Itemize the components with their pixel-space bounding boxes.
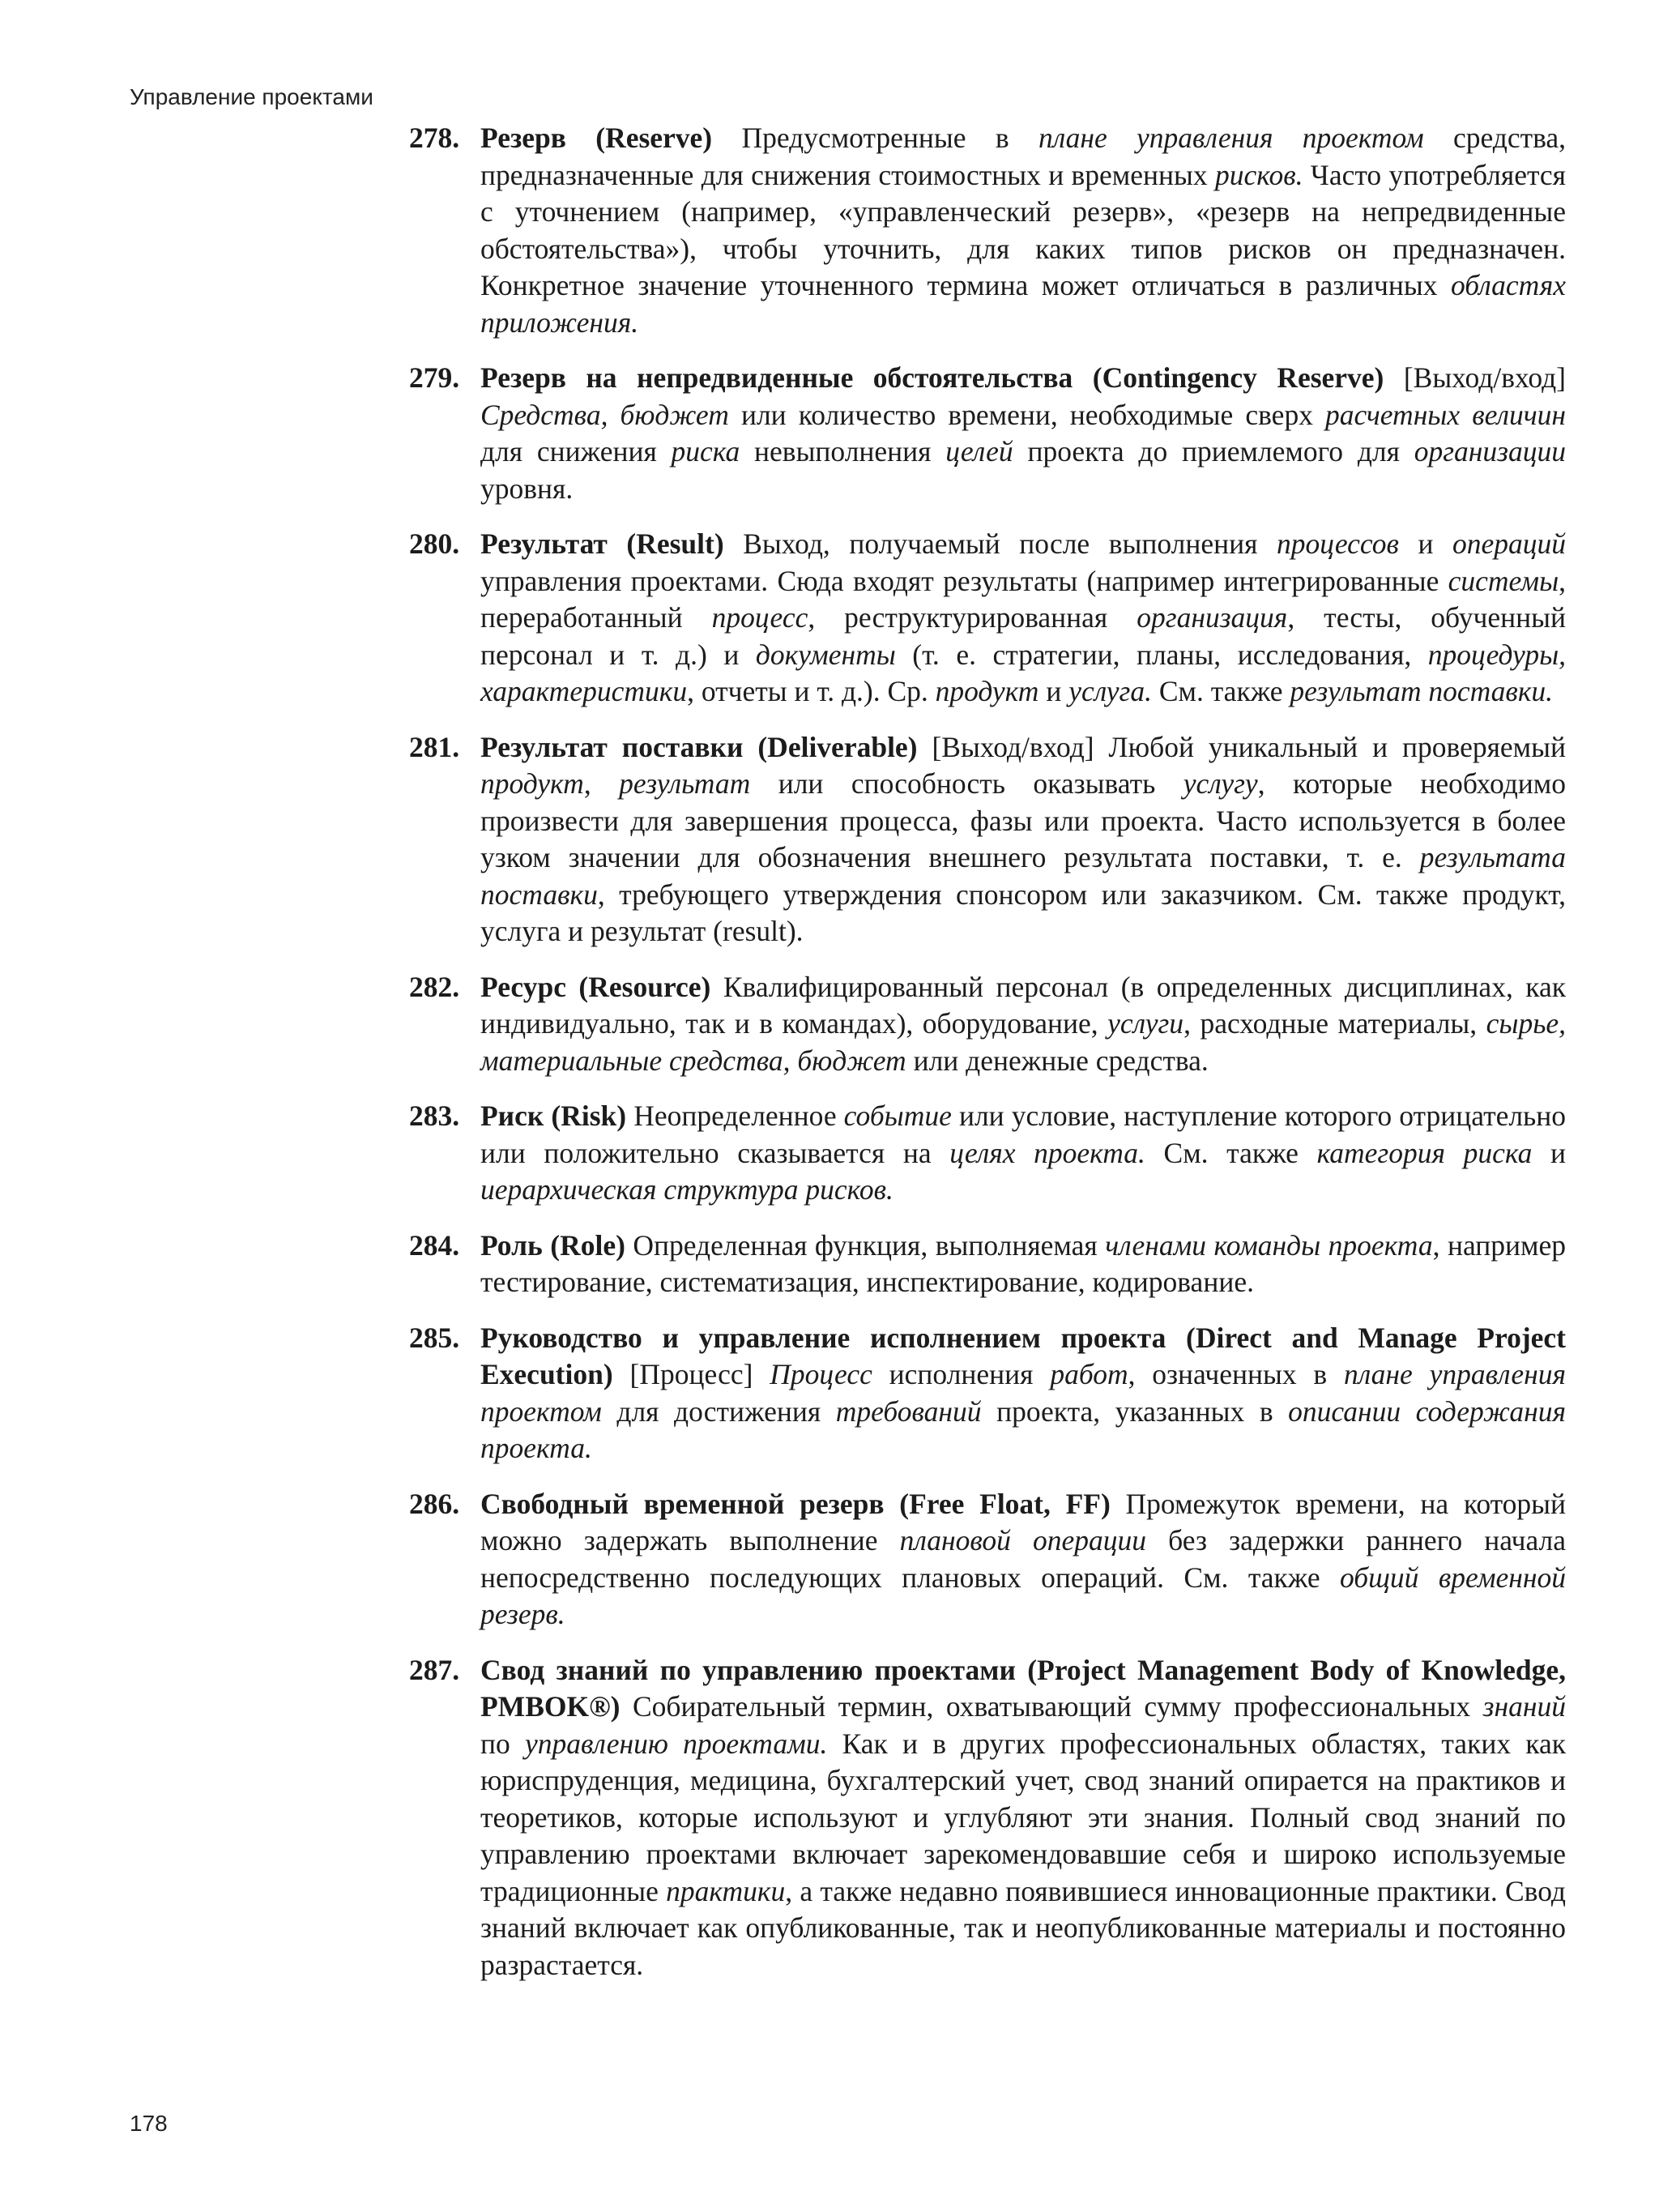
- entry-term: Резерв (Reserve): [480, 122, 713, 154]
- entry-crossref: процессов: [1276, 527, 1399, 560]
- entry-term: Ресурс (Resource): [480, 970, 711, 1003]
- page-number: 178: [130, 2111, 168, 2136]
- entry-text: , означенных в: [1128, 1358, 1344, 1390]
- entry-text: (т. е. стратегии, планы, исследования,: [895, 638, 1428, 671]
- entry-crossref: членами команды проекта: [1105, 1228, 1433, 1262]
- glossary-entry: [409, 1486, 1566, 1633]
- entry-text: Квалифицированный персонал (в определенных дисциплинах, как индивидуально, так и в командах), оборудование,: [480, 970, 1566, 1040]
- entry-number: 280.: [409, 527, 460, 560]
- entry-number: 281.: [409, 730, 460, 763]
- entry-crossref: событие: [843, 1100, 952, 1132]
- entry-crossref: услуга.: [1068, 675, 1152, 707]
- entry-text: или денежные средства.: [906, 1044, 1209, 1077]
- entry-text: или способность оказывать: [750, 767, 1183, 800]
- entry-crossref: управлению проектами.: [524, 1727, 828, 1760]
- glossary-entry: [409, 526, 1566, 711]
- entry-text: [Выход/вход]: [1384, 361, 1566, 394]
- entry-number: 285.: [409, 1321, 460, 1354]
- entry-crossref: услугу: [1183, 767, 1258, 800]
- entry-number: 283.: [409, 1100, 460, 1132]
- glossary-entry: [409, 1320, 1566, 1467]
- entry-text: уровня.: [480, 472, 574, 505]
- entry-text: , реструктурированная: [808, 601, 1137, 634]
- entry-text: для снижения: [480, 435, 672, 468]
- entry-text: Определенная функция, выполняемая: [625, 1228, 1106, 1262]
- entry-crossref: продукт: [480, 767, 584, 800]
- entry-text: Как и в других профессиональных областях, таких как юриспруденция, медицина, бухгалтерский учет, свод знаний опирается на практиков и теоретиков, которые используют и углубляют эти знания. Полный свод знаний по управлению проектами включает зарекомендовавшие себя и широко используемые традиционные: [480, 1727, 1566, 1907]
- entry-text: проекта, указанных в: [981, 1394, 1289, 1428]
- entry-text: исполнения: [872, 1358, 1051, 1390]
- entry-crossref: процедуры, характеристики: [480, 638, 1566, 707]
- entry-term: Руководство и управление исполнением проекта (Direct and Manage Project Execution): [480, 1321, 1566, 1390]
- entry-text: См. также: [1151, 675, 1290, 707]
- entry-crossref: документы: [755, 638, 896, 671]
- entry-text: , расходные материалы,: [1183, 1007, 1486, 1040]
- glossary-entry: [409, 729, 1566, 950]
- entry-text: и: [1038, 675, 1069, 707]
- entry-crossref: риска: [671, 435, 740, 468]
- entry-text: , отчеты и т. д.). Ср.: [687, 675, 936, 707]
- entry-text: Неопределенное: [626, 1100, 844, 1132]
- entry-text: Выход, получаемый после выполнения: [723, 527, 1277, 560]
- entry-number: 282.: [409, 970, 460, 1003]
- entry-crossref: сырье, материальные средства, бюджет: [480, 1007, 1567, 1077]
- entry-term: Роль (Role): [480, 1228, 625, 1262]
- entry-crossref: описании содержания проекта.: [480, 1394, 1566, 1464]
- entry-crossref: Процесс: [770, 1358, 872, 1390]
- entry-crossref: плане управления проектом: [480, 1358, 1566, 1428]
- entry-crossref: расчетных величин: [1325, 398, 1567, 431]
- entry-text: , которые необходимо произвести для завершения процесса, фазы или проекта. Часто используется в более узком значении для обозначения внешнего результата поставки, т. е.: [480, 767, 1566, 873]
- entry-text: Предусмотренные в: [712, 122, 1038, 154]
- glossary-entry: [409, 969, 1566, 1080]
- entry-crossref: областях приложения.: [480, 269, 1566, 339]
- entry-text: и: [1398, 527, 1452, 560]
- entry-crossref: результата поставки: [480, 841, 1566, 911]
- entry-text: [Процесс]: [612, 1358, 770, 1390]
- entry-term: Риск (Risk): [480, 1100, 627, 1132]
- entry-crossref: практики: [666, 1874, 786, 1907]
- entry-crossref: общий временной резерв.: [480, 1561, 1566, 1630]
- entry-number: 279.: [409, 361, 460, 394]
- entry-crossref: плане управления проектом: [1038, 122, 1424, 154]
- entry-text: или количество времени, необходимые сверх: [728, 398, 1326, 431]
- entry-term: Свободный временной резерв (Free Float, FF): [480, 1487, 1111, 1520]
- entry-crossref: требований: [835, 1394, 982, 1428]
- entry-crossref: знаний: [1482, 1690, 1566, 1723]
- entry-text: и: [1532, 1136, 1567, 1169]
- entry-text: без задержки раннего начала непосредственно последующих плановых операций. См. также: [480, 1524, 1566, 1594]
- entry-crossref: Средства, бюджет: [480, 398, 729, 431]
- entry-text: , тесты, обученный персонал и т. д.) и: [480, 601, 1566, 671]
- entry-text: [Выход/вход] Любой уникальный и проверяемый: [917, 730, 1566, 763]
- glossary-entry: [409, 120, 1566, 341]
- entry-crossref: результат: [619, 767, 751, 800]
- entry-crossref: результат поставки.: [1290, 675, 1554, 707]
- glossary-entry: [409, 1098, 1566, 1209]
- glossary-list: [409, 120, 1566, 2002]
- glossary-entry: [409, 1228, 1566, 1301]
- entry-text: управления проектами. Сюда входят результаты (например интегрированные: [480, 564, 1448, 597]
- entry-crossref: плановой операции: [899, 1524, 1147, 1557]
- entry-term: Резерв на непредвиденные обстоятельства (Contingency Reserve): [480, 361, 1384, 394]
- entry-crossref: процесс: [711, 601, 808, 634]
- entry-crossref: продукт: [935, 675, 1039, 707]
- entry-text: средства, предназначенные для снижения стоимостных и временных: [480, 122, 1567, 191]
- glossary-entry: [409, 1652, 1566, 1984]
- entry-crossref: операций: [1452, 527, 1566, 560]
- entry-crossref: рисков.: [1214, 158, 1303, 191]
- entry-crossref: системы: [1448, 564, 1559, 597]
- entry-text: проекта до приемлемого для: [1013, 435, 1414, 468]
- entry-number: 278.: [409, 122, 460, 154]
- entry-term: Результат (Result): [480, 527, 724, 560]
- entry-number: 287.: [409, 1653, 460, 1686]
- entry-crossref: иерархическая структура рисков.: [480, 1173, 893, 1206]
- entry-text: , требующего утверждения спонсором или заказчиком. См. также продукт, услуга и результат (result).: [480, 878, 1566, 947]
- running-header: Управление проектами: [130, 84, 373, 109]
- entry-term: Свод знаний по управлению проектами (Project Management Body of Knowledge, PMBOK®): [480, 1653, 1566, 1723]
- entry-text: ,: [583, 767, 620, 800]
- entry-text: для достижения: [601, 1394, 836, 1428]
- entry-text: , переработанный: [480, 564, 1566, 634]
- entry-crossref: работ: [1050, 1358, 1128, 1390]
- entry-crossref: категория риска: [1316, 1136, 1533, 1169]
- entry-crossref: организация: [1137, 601, 1288, 634]
- entry-crossref: организации: [1414, 435, 1567, 468]
- entry-text: Часто употребляется с уточнением (например, «управленческий резерв», «резерв на непредвиденные обстоятельства»), чтобы уточнить, для каких типов рисков он предназначен. Конкретное значение уточненного термина может отличаться в различных: [480, 158, 1566, 301]
- entry-crossref: услуги: [1107, 1007, 1184, 1040]
- glossary-entry: [409, 360, 1566, 507]
- entry-crossref: целей: [945, 435, 1013, 468]
- entry-text: Промежуток времени, на который можно задержать выполнение: [480, 1487, 1566, 1557]
- entry-text: по: [480, 1727, 525, 1760]
- entry-number: 286.: [409, 1487, 460, 1520]
- entry-text: См. также: [1145, 1136, 1317, 1169]
- entry-text: или условие, наступление которого отрицательно или положительно сказывается на: [480, 1100, 1566, 1169]
- entry-text: , а также недавно появившиеся инновационные практики. Свод знаний включает как опубликованные, так и неопубликованные материалы и постоянно разрастается.: [480, 1874, 1566, 1981]
- entry-text: невыполнения: [740, 435, 946, 468]
- entry-number: 284.: [409, 1228, 460, 1262]
- entry-text: , например тестирование, систематизация, инспектирование, кодирование.: [480, 1228, 1566, 1298]
- entry-text: Собирательный термин, охватывающий сумму профессиональных: [620, 1690, 1483, 1723]
- entry-term: Результат поставки (Deliverable): [480, 730, 918, 763]
- entry-crossref: целях проекта.: [949, 1136, 1145, 1169]
